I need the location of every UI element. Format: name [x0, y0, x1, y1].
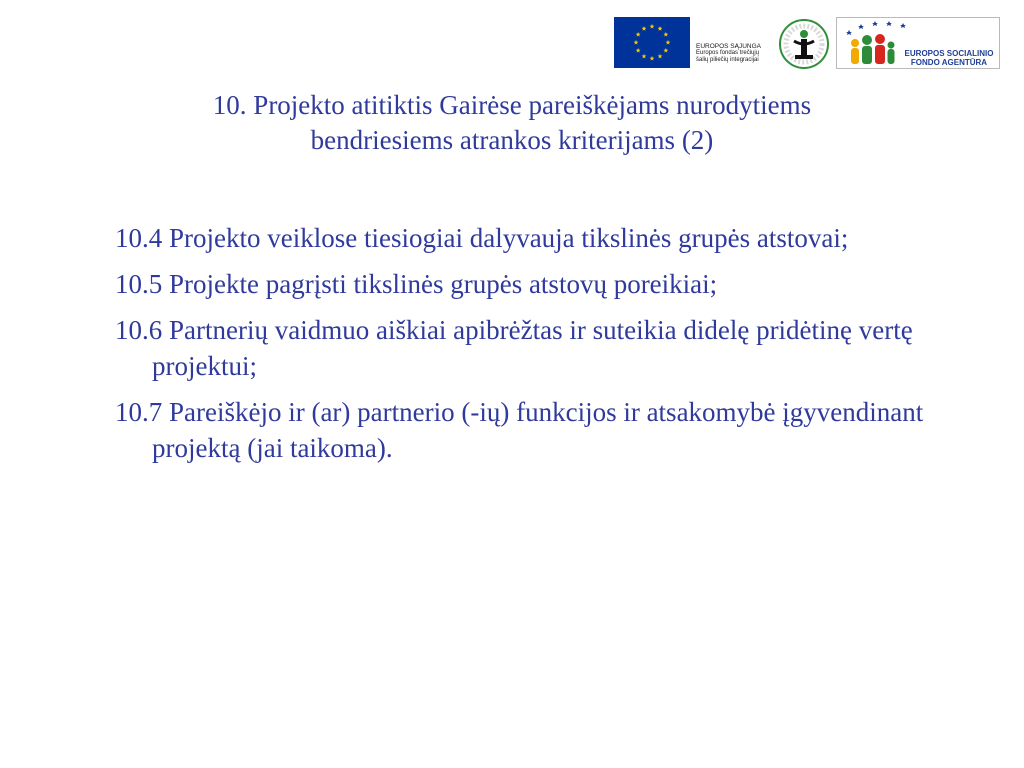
criterion-10-6: 10.6 Partnerių vaidmuo aiškiai apibrėžtas ir suteikia didelę pridėtinę vertę projektui; [115, 315, 913, 381]
esfa-line2: FONDO AGENTŪRA [910, 58, 988, 67]
slide-title-line1: 10. Projekto atitiktis Gairėse pareiškėjams nurodytiems [212, 90, 812, 120]
eu-label-line3: šalių piliečių integracijai [696, 57, 759, 63]
eu-flag-logo [614, 17, 690, 68]
criteria-list [115, 220, 975, 476]
eu-fund-label [696, 43, 774, 64]
criterion-10-5: 10.5 Projekte pagrįsti tikslinės grupės atstovų poreikiai; [115, 269, 718, 299]
esfa-logo [836, 17, 1000, 69]
criterion-10-7: 10.7 Pareiškėjo ir (ar) partnerio (-ių) funkcijos ir atsakomybė įgyvendinant projektą (jai taikoma). [115, 397, 924, 463]
slide-title-line2: bendriesiems atrankos kriterijams (2) [310, 125, 714, 155]
criterion-10-4: 10.4 Projekto veiklose tiesiogiai dalyvauja tikslinės grupės atstovai; [115, 223, 849, 253]
eu-label-line2: Europos fondas trečiųjų [696, 50, 760, 56]
seal-logo [778, 17, 830, 72]
slide-title [100, 88, 924, 158]
eu-label-line1: EUROPOS SĄJUNGA [696, 43, 762, 50]
esfa-line1: EUROPOS SOCIALINIO [904, 49, 994, 58]
